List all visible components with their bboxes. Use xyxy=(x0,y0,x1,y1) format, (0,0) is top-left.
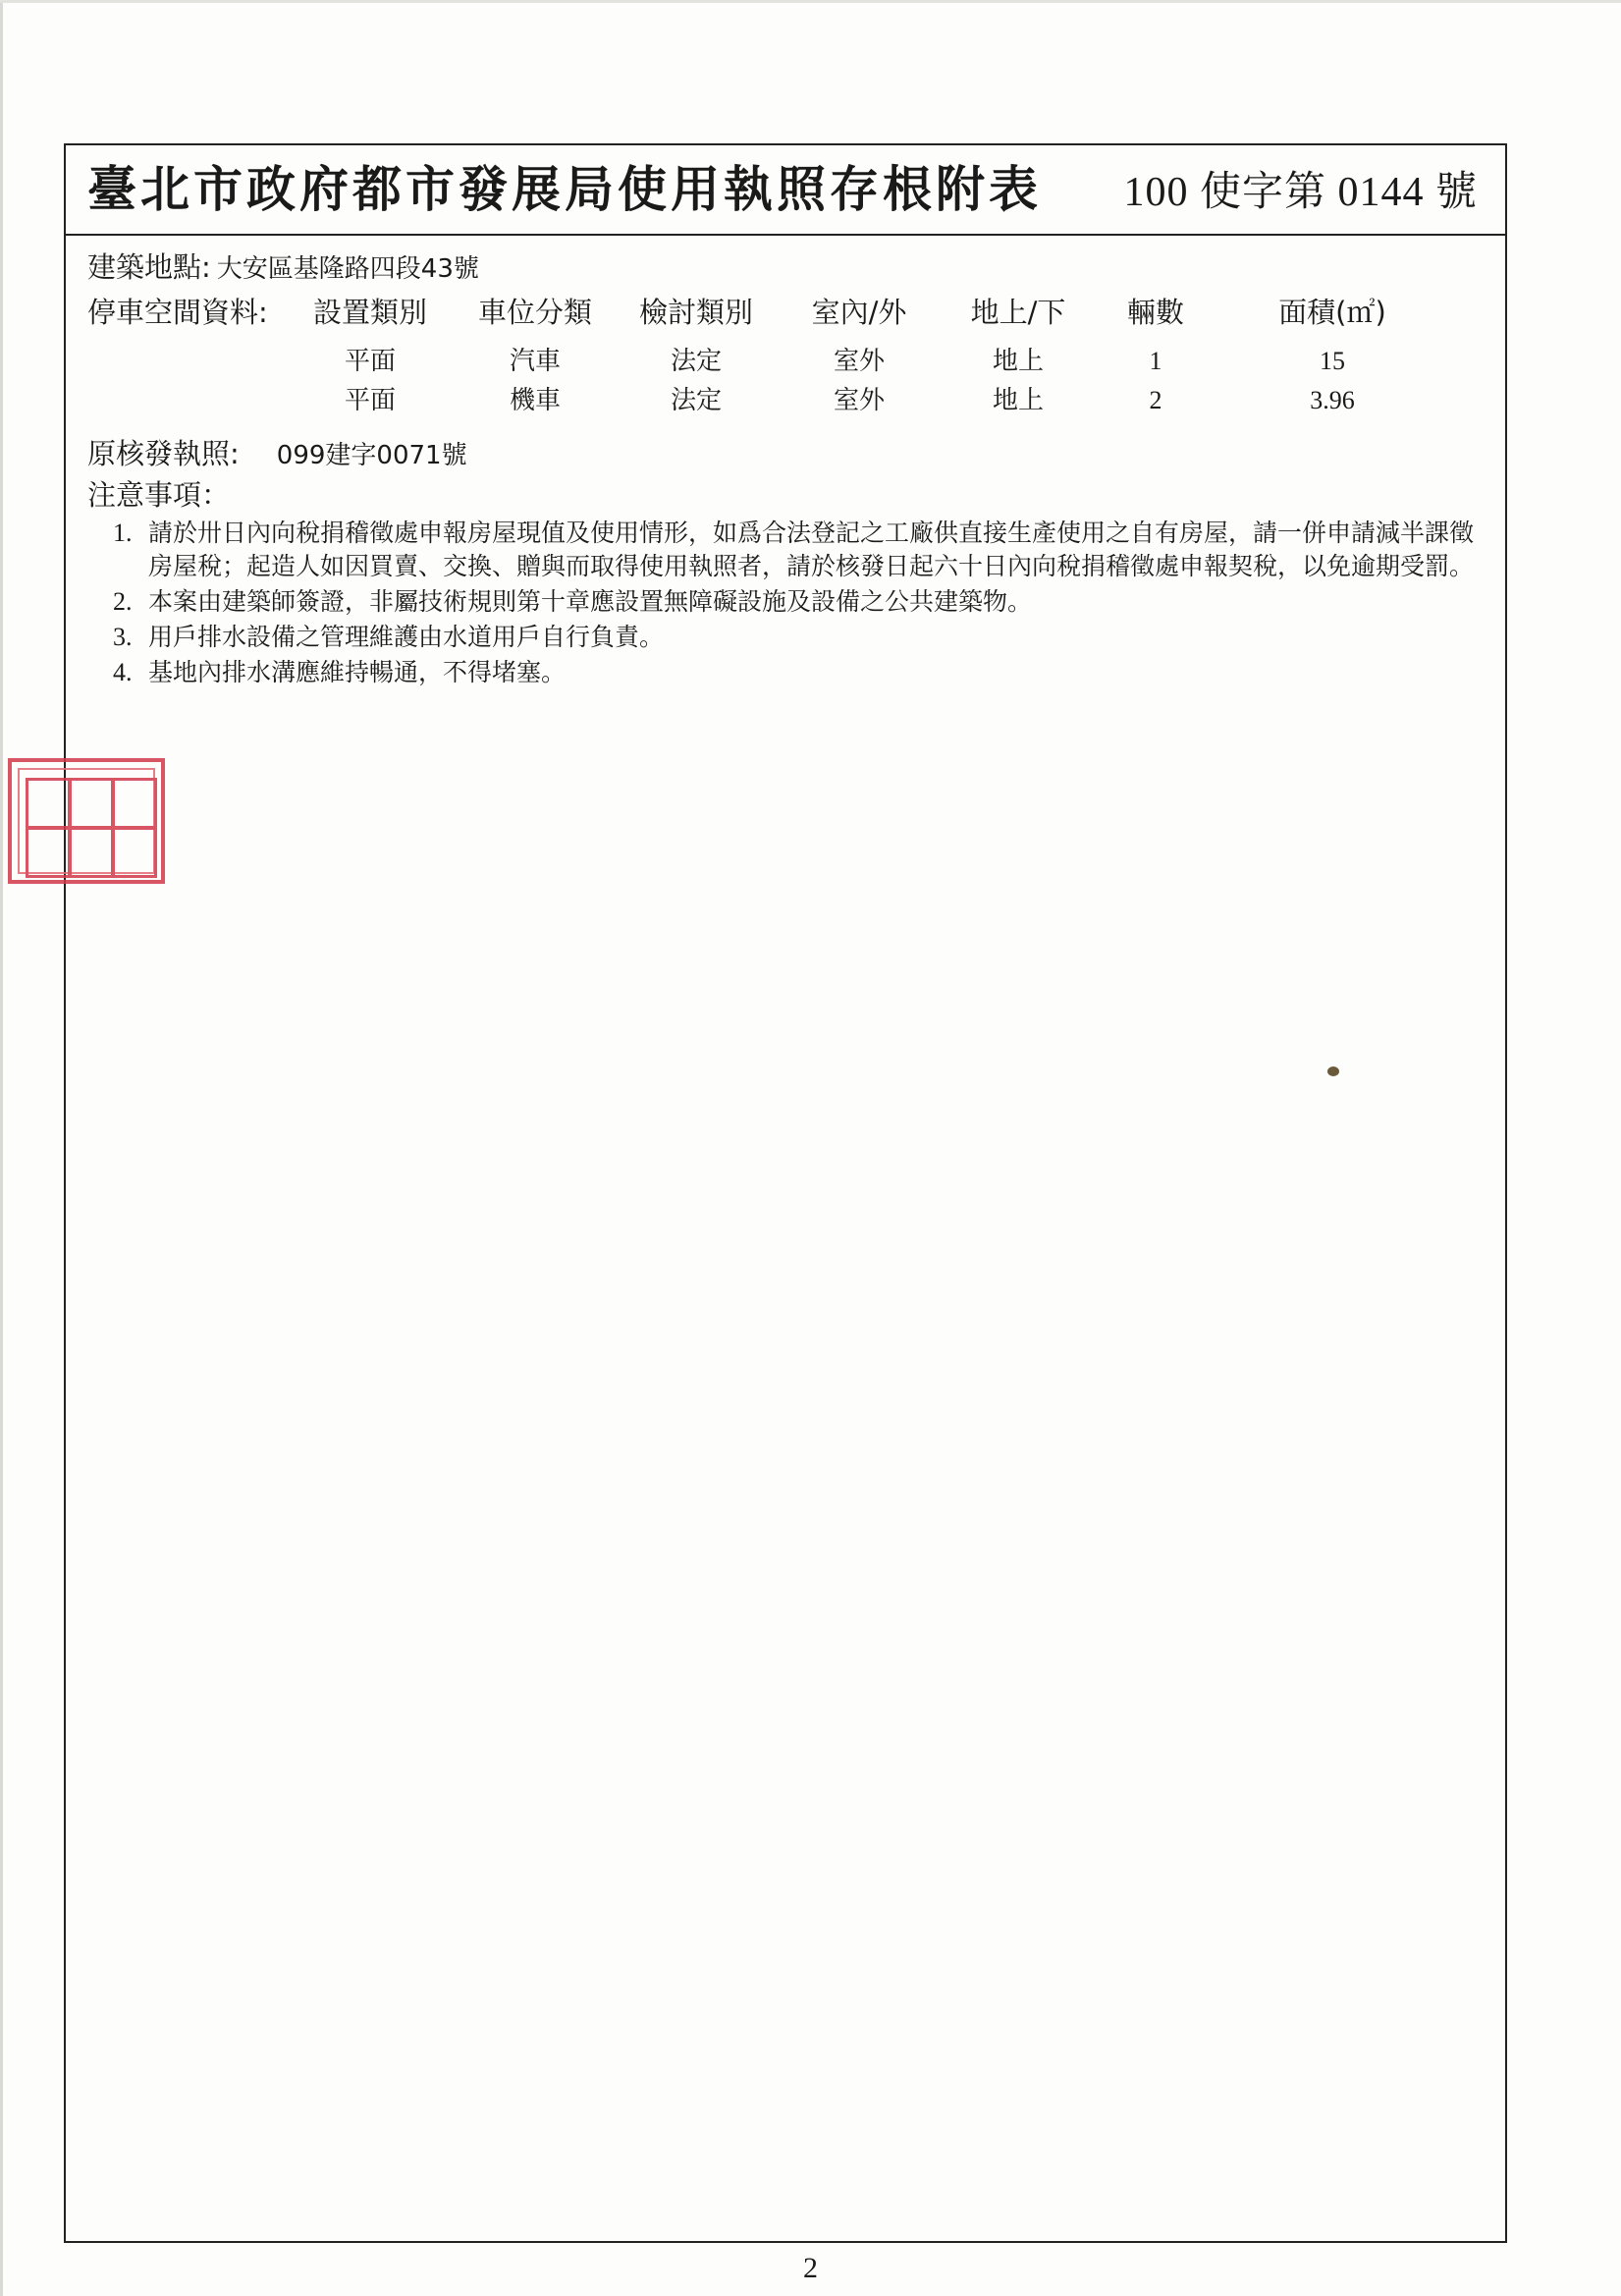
building-location-value: 大安區基隆路四段43號 xyxy=(216,254,479,284)
permit-number: 100 使字第 0144 號 xyxy=(1123,170,1478,215)
header-row xyxy=(66,145,1505,236)
building-location-label: 建築地點: xyxy=(87,250,211,284)
note-number: 3. xyxy=(113,623,133,651)
parking-cell: 室外 xyxy=(833,386,886,415)
parking-cell: 地上 xyxy=(992,386,1045,415)
note-number: 1. xyxy=(113,519,133,547)
parking-column-header: 檢討類別 xyxy=(638,296,754,329)
parking-column-header: 地上/下 xyxy=(970,296,1066,329)
original-permit-row xyxy=(87,434,467,475)
note-number: 2. xyxy=(113,587,133,616)
notes-label: 注意事項： xyxy=(87,478,231,512)
seal-glyph xyxy=(112,827,157,878)
scan-edge-top xyxy=(0,0,1621,3)
parking-cell: 室外 xyxy=(833,347,886,376)
seal-glyph xyxy=(26,778,71,829)
document-frame xyxy=(64,143,1507,2243)
parking-cell: 平面 xyxy=(344,386,397,415)
document-title: 臺北市政府都市發展局使用執照存根附表 xyxy=(87,160,1042,218)
parking-cell: 地上 xyxy=(992,347,1045,376)
seal-glyph xyxy=(26,827,71,878)
seal-glyph xyxy=(69,827,114,878)
parking-label: 停車空間資料: xyxy=(87,296,268,329)
page-number: 2 xyxy=(803,2252,818,2284)
parking-column-header: 輛數 xyxy=(1126,296,1185,329)
note-item xyxy=(113,585,1497,619)
parking-cell: 1 xyxy=(1149,347,1162,375)
seal-glyph xyxy=(112,778,157,829)
note-item xyxy=(113,621,1497,654)
building-location-row xyxy=(87,247,479,289)
parking-column-header: 設置類別 xyxy=(312,296,428,329)
note-text: 本案由建築師簽證，非屬技術規則第十章應設置無障礙設施及設備之公共建築物。 xyxy=(148,587,1033,616)
original-permit-value: 099建字0071號 xyxy=(276,441,467,470)
parking-cell: 平面 xyxy=(344,347,397,376)
official-seal-stamp xyxy=(8,758,165,884)
scan-speck xyxy=(1327,1066,1339,1076)
note-item xyxy=(113,517,1497,583)
note-item xyxy=(113,656,1497,689)
parking-cell: 2 xyxy=(1149,386,1162,414)
note-text: 請於卅日內向稅捐稽徵處申報房屋現值及使用情形，如爲合法登記之工廠供直接生產使用之自有房屋，請一併申請減半課徵房屋稅；起造人如因買賣、交換、贈與而取得使用執照者，請於核發日起六十日內向稅捐稽徵處申報契稅，以免逾期受罰。 xyxy=(148,519,1475,580)
notes-heading xyxy=(87,475,230,516)
parking-cell: 汽車 xyxy=(509,347,562,376)
notes-list xyxy=(113,517,1497,691)
parking-column-header: 車位分類 xyxy=(477,296,593,329)
parking-cell: 法定 xyxy=(670,386,723,415)
parking-cell: 15 xyxy=(1320,347,1345,375)
parking-column-header: 面積(㎡) xyxy=(1278,296,1386,329)
note-number: 4. xyxy=(113,658,133,686)
parking-cell: 法定 xyxy=(670,347,723,376)
original-permit-label: 原核發執照: xyxy=(87,437,240,470)
note-text: 基地內排水溝應維持暢通，不得堵塞。 xyxy=(148,658,567,686)
parking-column-header: 室內/外 xyxy=(811,296,907,329)
parking-cell: 機車 xyxy=(509,386,562,415)
seal-glyph xyxy=(69,778,114,829)
scan-edge-left xyxy=(0,0,3,2296)
parking-cell: 3.96 xyxy=(1310,386,1355,414)
note-text: 用戶排水設備之管理維護由水道用戶自行負責。 xyxy=(148,623,665,651)
